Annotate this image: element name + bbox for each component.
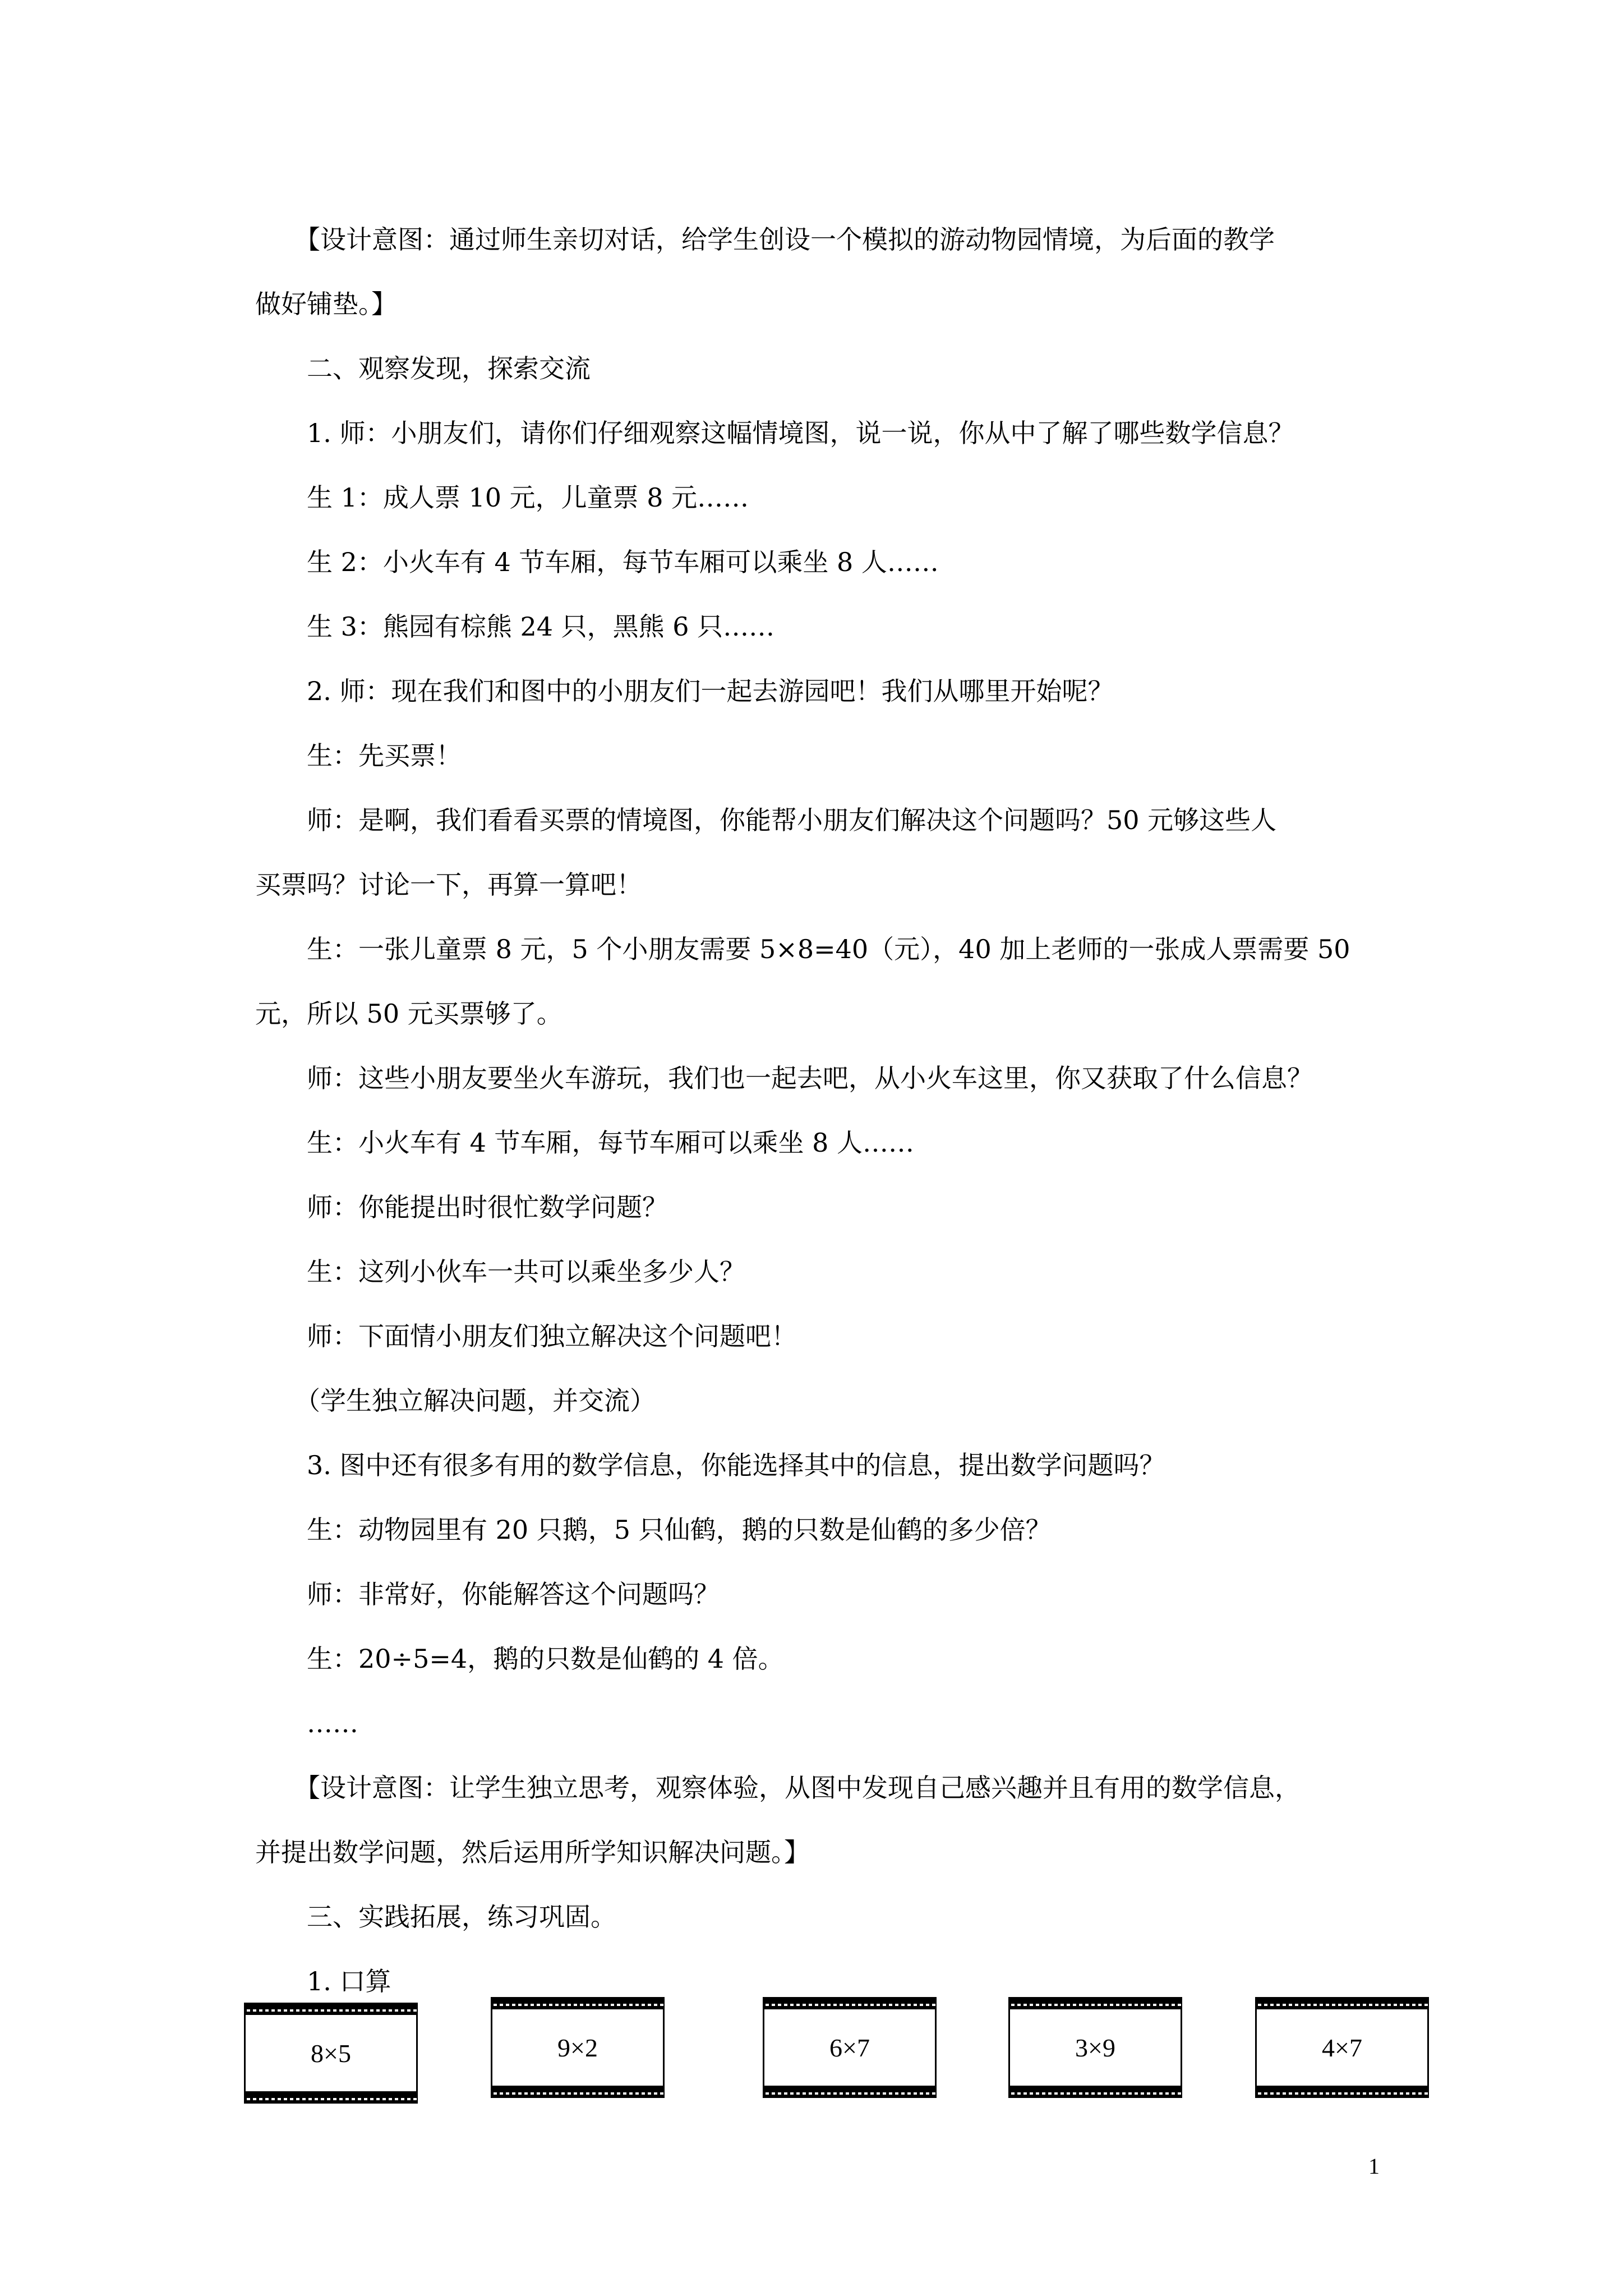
film-strip-top — [763, 1997, 937, 2009]
design-intent-1-line1: 【设计意图：通过师生亲切对话，给学生创设一个模拟的游动物园情境，为后面的教学 — [294, 224, 1275, 255]
teacher-question-2: 2. 师：现在我们和图中的小朋友们一起去游园吧！我们从哪里开始呢？ — [307, 676, 1114, 706]
teacher-ask-question: 师：你能提出时很忙数学问题？ — [307, 1192, 668, 1222]
film-strip-bottom — [1255, 2086, 1429, 2098]
film-strip-top — [244, 2003, 418, 2015]
student-reply-buy-ticket: 生：先买票！ — [307, 740, 462, 771]
section-heading-3: 三、实践拓展，练习巩固。 — [307, 1902, 616, 1932]
teacher-ticket-question-line1: 师：是啊，我们看看买票的情境图，你能帮小朋友们解决这个问题吗？50 元够这些人 — [307, 805, 1277, 835]
film-strip-bottom — [244, 2091, 418, 2104]
student-goose-question: 生：动物园里有 20 只鹅，5 只仙鹤，鹅的只数是仙鹤的多少倍？ — [307, 1515, 1052, 1545]
student-train-info: 生：小火车有 4 节车厢，每节车厢可以乘坐 8 人…… — [307, 1128, 915, 1158]
calc-card — [1255, 1997, 1429, 2098]
calc-card-expression: 3×9 — [1008, 2009, 1182, 2086]
film-strip-top — [491, 1997, 665, 2009]
calc-card — [244, 2003, 418, 2104]
student-activity-note: （学生独立解决问题，并交流） — [294, 1386, 656, 1416]
film-strip-top — [1255, 1997, 1429, 2009]
teacher-praise: 师：非常好，你能解答这个问题吗？ — [307, 1579, 720, 1609]
oral-calc-heading: 1. 口算 — [307, 1966, 391, 1996]
lesson-text — [255, 208, 1394, 2014]
calc-card-expression: 8×5 — [244, 2015, 418, 2091]
student-answer-2: 生 2：小火车有 4 节车厢，每节车厢可以乘坐 8 人…… — [307, 547, 939, 577]
film-strip-bottom — [491, 2086, 665, 2098]
student-ticket-answer-line1: 生：一张儿童票 8 元，5 个小朋友需要 5×8=40（元），40 加上老师的一张成人票需要 50 — [307, 934, 1350, 964]
calc-card-expression: 9×2 — [491, 2009, 665, 2086]
calc-card — [763, 1997, 937, 2098]
page-number: 1 — [1368, 2154, 1380, 2179]
teacher-solve-instruction: 师：下面情小朋友们独立解决这个问题吧！ — [307, 1321, 797, 1351]
calc-card — [1008, 1997, 1182, 2098]
section-heading-2: 二、观察发现，探索交流 — [307, 353, 591, 384]
film-strip-bottom — [1008, 2086, 1182, 2098]
design-intent-2-line1: 【设计意图：让学生独立思考，观察体验，从图中发现自己感兴趣并且有用的数学信息， — [294, 1773, 1301, 1803]
student-ticket-answer-line2: 元，所以 50 元买票够了。 — [255, 999, 562, 1029]
student-train-question: 生：这列小伙车一共可以乘坐多少人？ — [307, 1257, 745, 1287]
calc-card-expression: 4×7 — [1255, 2009, 1429, 2086]
calc-card-expression: 6×7 — [763, 2009, 937, 2086]
film-strip-bottom — [763, 2086, 937, 2098]
film-strip-top — [1008, 1997, 1182, 2009]
design-intent-2-line2: 并提出数学问题，然后运用所学知识解决问题。】 — [255, 1837, 810, 1867]
student-answer-1: 生 1：成人票 10 元，儿童票 8 元…… — [307, 482, 749, 513]
calc-card — [491, 1997, 665, 2098]
teacher-question-3: 3. 图中还有很多有用的数学信息，你能选择其中的信息，提出数学问题吗？ — [307, 1450, 1165, 1480]
design-intent-1-line2: 做好铺垫。】 — [255, 289, 397, 319]
teacher-train-question: 师：这些小朋友要坐火车游玩，我们也一起去吧，从小火车这里，你又获取了什么信息？ — [307, 1063, 1313, 1093]
ellipsis: …… — [307, 1708, 358, 1738]
teacher-ticket-question-line2: 买票吗？讨论一下，再算一算吧！ — [255, 869, 642, 900]
student-answer-3: 生 3：熊园有棕熊 24 只，黑熊 6 只…… — [307, 611, 775, 642]
student-goose-answer: 生：20÷5=4，鹅的只数是仙鹤的 4 倍。 — [307, 1644, 784, 1674]
oral-calc-cards — [0, 1997, 1623, 2109]
teacher-question-1: 1. 师：小朋友们，请你们仔细观察这幅情境图，说一说，你从中了解了哪些数学信息？ — [307, 418, 1294, 448]
